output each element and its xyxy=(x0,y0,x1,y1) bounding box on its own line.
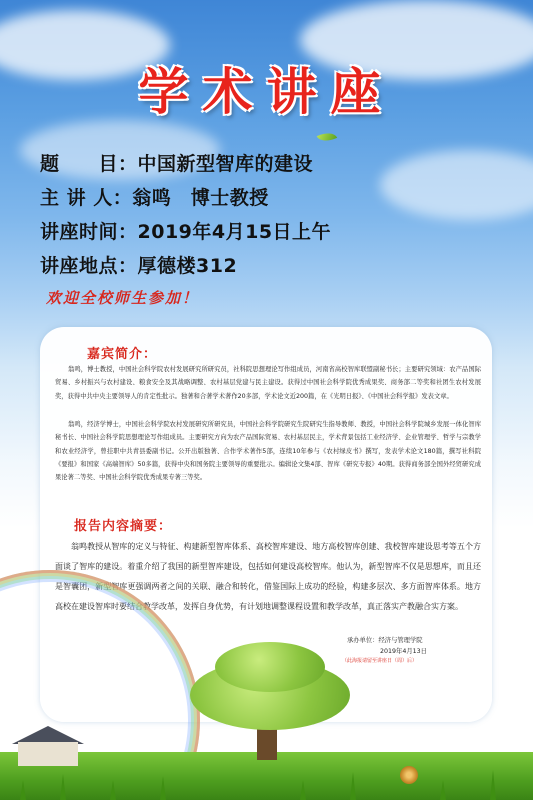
grass-blade xyxy=(300,780,306,800)
cloud xyxy=(380,150,533,220)
poster-title: 学术讲座 xyxy=(138,62,395,121)
grass-blade xyxy=(350,772,356,800)
grass-blade xyxy=(110,780,116,800)
organizer: 承办单位：经济与管理学院 xyxy=(347,637,423,644)
report-body: 翁鸣教授从智库的定义与特征、构建新型智库体系、高校智库建设、地方高校智库创建、我校智库建设思考等五个方面谈了智库的建设。着重介绍了我国的新型智库建设，包括如何建设高校智库。他认为，新型智库不仅是思想库，而且还是智囊团，新型智库更强调两者之间的关联、融合和转化，借鉴国际上成功的经验，构建多层次、多方面智库体系。地方高校在建设智库时要结合教学改革，发挥自身优势，有计划地调整课程设置和教学改革，真正落实产教融合实方案。 xyxy=(55,542,481,611)
poster-note: （此海报请留至讲座日（周）后） xyxy=(342,658,418,664)
house xyxy=(18,742,78,766)
time-line: 讲座时间：2019年4月15日上午 xyxy=(40,221,332,243)
sign-date: 2019年4月13日 xyxy=(380,648,427,655)
grass-blade xyxy=(20,780,26,800)
snail-icon xyxy=(400,766,418,784)
report-heading: 报告内容摘要： xyxy=(74,519,173,534)
welcome-text: 欢迎全校师生参加！ xyxy=(46,289,200,307)
grass-blade xyxy=(490,770,496,800)
leaf-icon xyxy=(317,129,338,146)
grass-blade xyxy=(60,774,66,800)
grass-blade xyxy=(440,780,446,800)
tree-crown xyxy=(215,642,325,692)
topic-line: 题 目：中国新型智库的建设 xyxy=(40,153,314,175)
guest-heading: 嘉宾简介： xyxy=(87,347,158,362)
guest-paragraph-1: 翁鸣，博士教授，中国社会科学院农村发展研究所研究员，社科院思想理论写作组成员，河南省高校智库联盟副秘书长；主要研究领域：农产品国际贸易、乡村振兴与农村建设、粮食安全及其战略调整、农村基层党建与民主建设。获得过中国社会科学院优秀成果奖、商务部二等奖和社团生农村发展奖，获得中共中央主要领导人的肯定性批示。独著和合著学术著作20多部，学术论文近200篇，在《光明日报》、《中国社会科学报》发表文章。 xyxy=(55,366,481,400)
grass-blade xyxy=(160,776,166,800)
guest-paragraph-2: 翁鸣，经济学博士，中国社会科学院农村发展研究所研究员，中国社会科学院研究生院研究生指导教师、教授，中国社会科学院城乡发展一体化智库秘书长、中国社会科学院思想理论写作组成员。主要研究方向为农产品国际贸易、农村基层民主，学术背景包括工业经济学、企业管理学、哲学与宗教学和农业经济学，曾挂职中共青县委副书记。公开出版独著、合作学术著作5部，连续10年参与《农村绿皮书》撰写，发表学术论文180篇，撰写社科院《要报》和国家《高端智库》50多篇，获得中央和国务院主要领导的重要批示。编辑论文集4部、智库《研究专报》40期。获得商务部全国外经贸研究成果论著二等奖、中国社会科学院优秀成果专著三等奖。 xyxy=(55,421,481,482)
place-line: 讲座地点：厚德楼312 xyxy=(40,255,238,277)
speaker-line: 主 讲 人：翁鸣 博士教授 xyxy=(40,187,269,209)
